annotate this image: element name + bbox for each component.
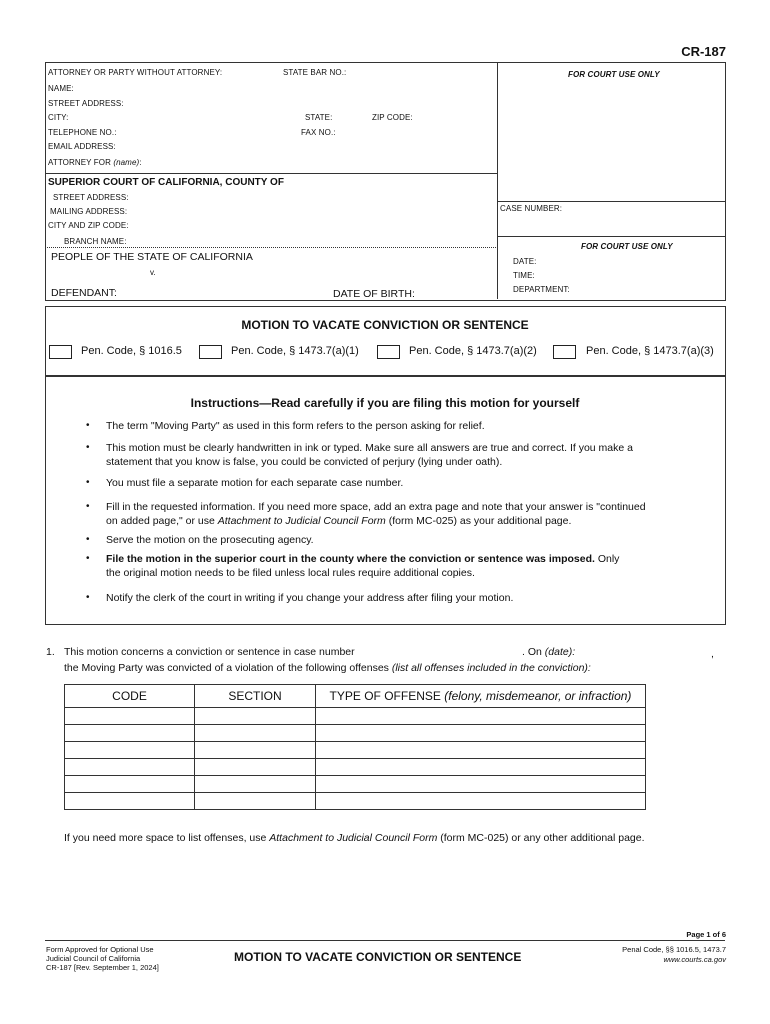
table-row bbox=[65, 725, 646, 742]
section-cell[interactable] bbox=[195, 725, 316, 742]
instruction-5: Serve the motion on the prosecuting agency. bbox=[106, 534, 314, 546]
instructions-heading: Instructions—Read carefully if you are filing this motion for yourself bbox=[190, 396, 580, 410]
checkbox-1473-7-a2[interactable] bbox=[377, 345, 400, 359]
more-space-note: If you need more space to list offenses, use Attachment to Judicial Council Form (form MC-025) or any other additional page. bbox=[64, 832, 645, 844]
code-cell[interactable] bbox=[65, 776, 195, 793]
checkbox-1473-7-a3[interactable] bbox=[553, 345, 576, 359]
table-row bbox=[65, 793, 646, 810]
section-cell[interactable] bbox=[195, 742, 316, 759]
option-1473-7-a2-label: Pen. Code, § 1473.7(a)(2) bbox=[409, 345, 537, 357]
page-indicator: Page 1 of 6 bbox=[686, 930, 726, 939]
fax-label: FAX NO.: bbox=[301, 128, 336, 137]
section-cell[interactable] bbox=[195, 708, 316, 725]
zip-label: ZIP CODE: bbox=[372, 113, 413, 122]
state-label: STATE: bbox=[305, 113, 333, 122]
bullet: • bbox=[86, 592, 90, 603]
court-use-label-2: FOR COURT USE ONLY bbox=[581, 242, 673, 251]
attorney-label: ATTORNEY OR PARTY WITHOUT ATTORNEY: bbox=[48, 68, 223, 77]
type-cell[interactable] bbox=[316, 759, 646, 776]
instruction-2b: statement that you know is false, you could be convicted of perjury (lying under oath). bbox=[106, 456, 503, 468]
section-cell[interactable] bbox=[195, 759, 316, 776]
code-cell[interactable] bbox=[65, 742, 195, 759]
motion-title: MOTION TO VACATE CONVICTION OR SENTENCE bbox=[241, 318, 529, 332]
street-label: STREET ADDRESS: bbox=[48, 99, 124, 108]
instruction-3: You must file a separate motion for each separate case number. bbox=[106, 477, 404, 489]
motion-box bbox=[45, 306, 726, 377]
header-code: CODE bbox=[65, 685, 195, 708]
option-1473-7-a1-label: Pen. Code, § 1473.7(a)(1) bbox=[231, 345, 359, 357]
checkbox-1473-7-a1[interactable] bbox=[199, 345, 222, 359]
time-label: TIME: bbox=[513, 271, 535, 280]
dob-label: DATE OF BIRTH: bbox=[333, 288, 415, 300]
bullet: • bbox=[86, 553, 90, 564]
table-row bbox=[65, 742, 646, 759]
code-cell[interactable] bbox=[65, 708, 195, 725]
header-section: SECTION bbox=[195, 685, 316, 708]
option-1473-7-a3-label: Pen. Code, § 1473.7(a)(3) bbox=[586, 345, 714, 357]
city-label: CITY: bbox=[48, 113, 69, 122]
city-zip-label: CITY AND ZIP CODE: bbox=[48, 221, 129, 230]
item-1-comma: , bbox=[711, 648, 714, 660]
mailing-label: MAILING ADDRESS: bbox=[50, 207, 128, 216]
instruction-6a: File the motion in the superior court in the county where the conviction or sentence was imposed. Only bbox=[106, 553, 620, 565]
versus-label: v. bbox=[150, 268, 156, 277]
option-1016-5-label: Pen. Code, § 1016.5 bbox=[81, 345, 182, 357]
offense-table bbox=[64, 684, 646, 810]
item-1-number: 1. bbox=[46, 646, 55, 658]
item-1-on-date: . On (date): bbox=[522, 646, 576, 658]
instruction-6b: the original motion needs to be filed unless local rules require additional copies. bbox=[106, 567, 475, 579]
footer-url[interactable]: www.courts.ca.gov bbox=[663, 955, 726, 964]
footer-right bbox=[622, 945, 726, 965]
type-cell[interactable] bbox=[316, 742, 646, 759]
instruction-7: Notify the clerk of the court in writing if you change your address after filing your motion. bbox=[106, 592, 514, 604]
branch-label: BRANCH NAME: bbox=[64, 237, 127, 246]
court-street-label: STREET ADDRESS: bbox=[53, 193, 129, 202]
code-cell[interactable] bbox=[65, 759, 195, 776]
case-number-label: CASE NUMBER: bbox=[500, 204, 563, 213]
department-label: DEPARTMENT: bbox=[513, 285, 570, 294]
state-bar-label: STATE BAR NO.: bbox=[283, 68, 347, 77]
footer-penal: Penal Code, §§ 1016.5, 1473.7 bbox=[622, 945, 726, 954]
form-number: CR-187 bbox=[681, 44, 726, 59]
defendant-label: DEFENDANT: bbox=[51, 287, 117, 299]
footer-council: Judicial Council of California bbox=[46, 954, 141, 963]
footer-title: MOTION TO VACATE CONVICTION OR SENTENCE bbox=[234, 950, 522, 964]
instruction-2a: This motion must be clearly handwritten in ink or typed. Make sure all answers are true and correct. If you make a bbox=[106, 442, 633, 454]
table-row bbox=[65, 776, 646, 793]
footer-approved: Form Approved for Optional Use bbox=[46, 945, 154, 954]
instruction-4b: on added page," or use Attachment to Judicial Council Form (form MC-025) as your additional page. bbox=[106, 515, 572, 527]
people-label: PEOPLE OF THE STATE OF CALIFORNIA bbox=[51, 251, 253, 263]
footer-approval bbox=[46, 945, 159, 972]
checkbox-1016-5[interactable] bbox=[49, 345, 72, 359]
code-cell[interactable] bbox=[65, 793, 195, 810]
footer-rev: CR-187 [Rev. September 1, 2024] bbox=[46, 963, 159, 972]
date-label: DATE: bbox=[513, 257, 537, 266]
bullet: • bbox=[86, 477, 90, 488]
attorney-for-label: ATTORNEY FOR (name): bbox=[48, 158, 142, 167]
type-cell[interactable] bbox=[316, 793, 646, 810]
type-cell[interactable] bbox=[316, 708, 646, 725]
item-1-text-a: This motion concerns a conviction or sentence in case number bbox=[64, 646, 355, 658]
header-type: TYPE OF OFFENSE (felony, misdemeanor, or infraction) bbox=[316, 685, 646, 708]
bullet: • bbox=[86, 420, 90, 431]
section-cell[interactable] bbox=[195, 793, 316, 810]
table-row bbox=[65, 759, 646, 776]
type-cell[interactable] bbox=[316, 725, 646, 742]
bullet: • bbox=[86, 534, 90, 545]
bullet: • bbox=[86, 501, 90, 512]
section-cell[interactable] bbox=[195, 776, 316, 793]
type-cell[interactable] bbox=[316, 776, 646, 793]
item-1-text-b: the Moving Party was convicted of a violation of the following offenses (list all offenses included in the conviction): bbox=[64, 662, 591, 674]
instruction-4a: Fill in the requested information. If you need more space, add an extra page and note that your answer is "continued bbox=[106, 501, 646, 513]
bullet: • bbox=[86, 442, 90, 453]
table-row bbox=[65, 708, 646, 725]
telephone-label: TELEPHONE NO.: bbox=[48, 128, 117, 137]
court-title: SUPERIOR COURT OF CALIFORNIA, COUNTY OF bbox=[48, 177, 284, 188]
instruction-1: The term "Moving Party" as used in this form refers to the person asking for relief. bbox=[106, 420, 485, 432]
code-cell[interactable] bbox=[65, 725, 195, 742]
name-label: NAME: bbox=[48, 84, 74, 93]
court-use-label: FOR COURT USE ONLY bbox=[568, 70, 660, 79]
email-label: EMAIL ADDRESS: bbox=[48, 142, 116, 151]
